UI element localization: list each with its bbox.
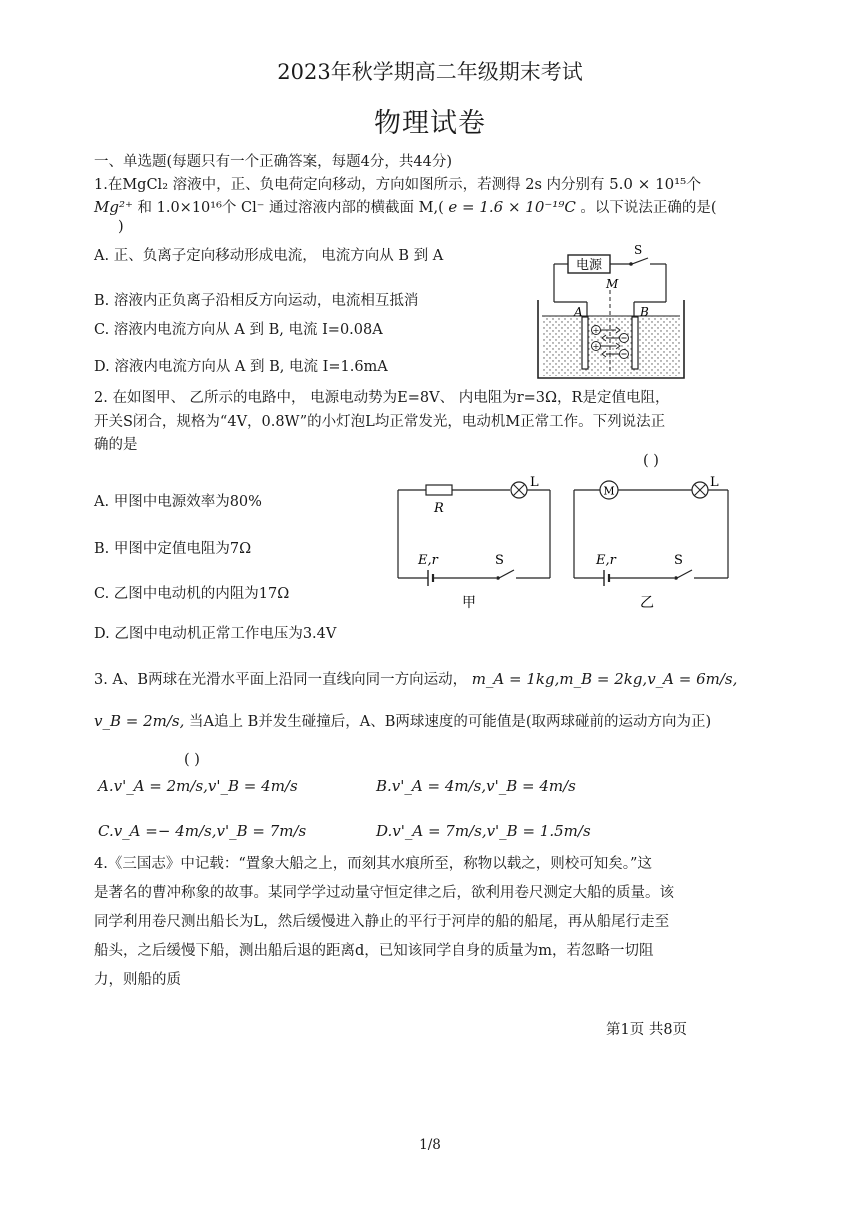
q1-line3: ) [118, 219, 124, 235]
source-label-yi: E,r [596, 553, 616, 568]
motor-label: M [603, 484, 615, 498]
q1-mg-ion: Mg²⁺ [94, 198, 133, 216]
svg-text:+: + [592, 326, 600, 335]
q3-line2 [94, 710, 711, 731]
q3-option-a: A.v'_A = 2m/s,v'_B = 4m/s [98, 777, 298, 795]
q2-option-a: A. 甲图中电源效率为80% [94, 494, 262, 510]
q1-line1-text: 1.在MgCl₂ 溶液中，正、负电荷定向移动，方向如图所示，若测得 2s 内分别有 [94, 177, 605, 193]
cross-section-label: M [606, 277, 619, 291]
q3-line2-text: 当A追上 B并发生碰撞后，A、B两球速度的可能值是(取两球碰前的运动方向为正) [189, 714, 712, 730]
q4-line2: 是著名的曹冲称象的故事。某同学学过动量守恒定律之后，欲利用卷尺测定大船的质量。该 [94, 885, 674, 901]
svg-text:+: + [592, 342, 600, 351]
q1-charge-formula: e = 1.6 × 10⁻¹⁹C [448, 198, 576, 216]
q2-line1: 2. 在如图甲、 乙所示的电路中， 电源电动势为E=8V、 内电阻为r=3Ω，R是定值电阻， [94, 390, 670, 406]
q4-line1: 4.《三国志》中记载：“置象大船之上，而刻其水痕所至，称物以载之，则校可知矣。”这 [94, 856, 652, 872]
q1-option-a: A. 正、负离子定向移动形成电流， 电流方向从 B 到 A [94, 248, 444, 264]
circuit-jia [398, 475, 550, 611]
q1-line2 [94, 196, 717, 217]
q3-option-d: D.v'_A = 7m/s,v'_B = 1.5m/s [376, 822, 591, 840]
q3-option-c: C.v_A =− 4m/s,v'_B = 7m/s [98, 822, 307, 840]
exam-title: 2023年秋学期高二年级期末考试 [277, 60, 583, 84]
q3-line1 [94, 668, 737, 689]
lamp-label-jia: L [530, 475, 539, 490]
power-label: 电源 [575, 258, 603, 273]
lamp-label-yi: L [710, 475, 719, 490]
q2-option-b: B. 甲图中定值电阻为7Ω [94, 541, 252, 557]
electrolysis-figure [530, 242, 686, 382]
q4-line3: 同学利用卷尺测出船长为L，然后缓慢进入静止的平行于河岸的船的船尾，再从船尾行走至 [94, 914, 670, 930]
q1-line2-end: 。以下说法正确的是( [580, 200, 717, 216]
subject-title: 物理试卷 [374, 108, 486, 139]
switch-label-yi: S [674, 553, 683, 568]
q1-option-c: C. 溶液内电流方向从 A 到 B, 电流 I=0.08A [94, 322, 383, 338]
q2-line3: 确的是 [94, 437, 138, 453]
section-heading: 一、单选题(每题只有一个正确答案，每题4分，共44分) [94, 154, 452, 170]
page-info: 第1页 共8页 [606, 1022, 688, 1038]
q1-line1-math: 5.0 × 10¹⁵个 [609, 175, 702, 193]
resistor-label: R [434, 501, 444, 516]
q3-masses-velocity: m_A = 1kg,m_B = 2kg,v_A = 6m/s, [471, 670, 738, 688]
source-label-jia: E,r [418, 553, 438, 568]
q3-option-b: B.v'_A = 4m/s,v'_B = 4m/s [376, 777, 576, 795]
circuit-figures [390, 470, 762, 622]
q2-answer-bracket: ( ) [643, 453, 659, 469]
q4-line5: 力，则船的质 [94, 972, 181, 988]
q2-option-c: C. 乙图中电动机的内阻为17Ω [94, 586, 290, 602]
q1-option-d: D. 溶液内电流方向从 A 到 B, 电流 I=1.6mA [94, 359, 388, 375]
page-number: 1/8 [419, 1137, 441, 1153]
q1-option-b: B. 溶液内正负离子沿相反方向运动，电流相互抵消 [94, 293, 419, 309]
q3-answer-bracket: ( ) [184, 752, 200, 768]
q2-option-d: D. 乙图中电动机正常工作电压为3.4V [94, 626, 337, 642]
q3-line1-text: 3. A、B两球在光滑水平面上沿同一直线向同一方向运动， [94, 672, 468, 688]
switch-label-jia: S [495, 553, 504, 568]
q1-line2-text: 和 1.0×10¹⁶个 Cl⁻ 通过溶液内部的横截面 M,( [137, 200, 444, 216]
circuit-yi [574, 475, 728, 611]
caption-yi: 乙 [640, 595, 654, 611]
switch-label: S [634, 243, 643, 257]
electrode-a-label: A [574, 305, 583, 319]
q4-line4: 船头，之后缓慢下船，测出船后退的距离d，已知该同学自身的质量为m，若忽略一切阻 [94, 943, 654, 959]
electrode-b-label: B [640, 305, 649, 319]
q3-vb: v_B = 2m/s, [94, 712, 185, 730]
q1-line1 [94, 173, 701, 194]
caption-jia: 甲 [462, 595, 476, 611]
q2-line2: 开关S闭合，规格为“4V，0.8W”的小灯泡L均正常发光，电动机M正常工作。下列说法正 [94, 414, 666, 430]
